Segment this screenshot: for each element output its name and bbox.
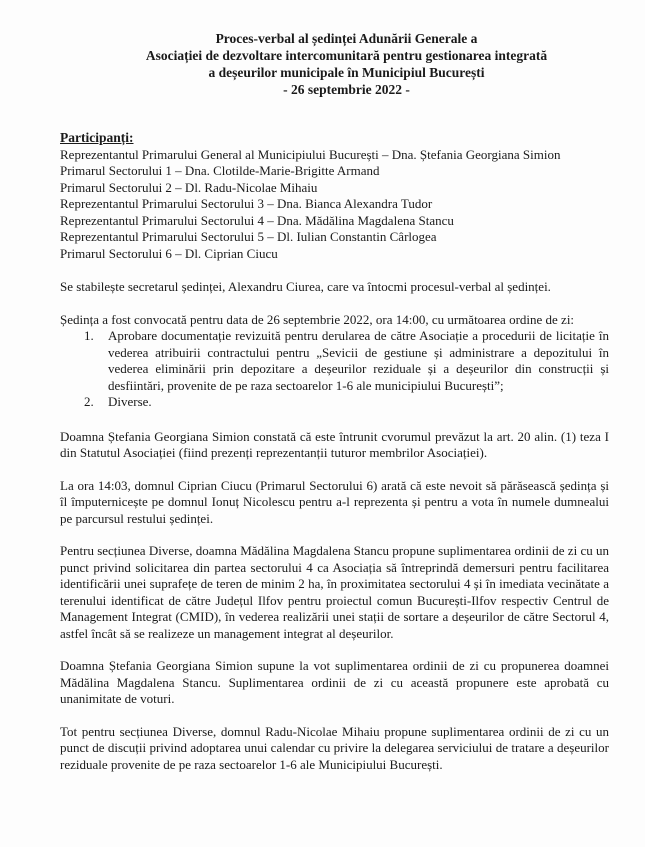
agenda-item bbox=[84, 328, 609, 394]
participant-item: Primarul Sectorului 2 – Dl. Radu-Nicolae Mihaiu bbox=[60, 179, 318, 195]
secretary-paragraph: Se stabilește secretarul ședinței, Alexandru Ciurea, care va întocmi procesul-verbal al ședinței. bbox=[60, 279, 551, 294]
title-date: - 26 septembrie 2022 - bbox=[283, 82, 410, 97]
participant-item: Primarul Sectorului 6 – Dl. Ciprian Ciucu bbox=[60, 245, 278, 261]
agenda-item-text: Diverse. bbox=[108, 394, 152, 409]
agenda-item bbox=[84, 394, 609, 411]
agenda-item-number: 2. bbox=[84, 394, 94, 409]
mihaiu-proposal-paragraph: Tot pentru secțiunea Diverse, domnul Radu-Nicolae Mihaiu propune suplimentarea ordinii de zi cu un punct de discuții privind adoptarea unui calendar cu privire la delegarea serviciului de tratare a deșeurilor reziduale provenite de pe raza sectoarelor 1-6 ale Municipiului București. bbox=[60, 723, 609, 772]
participant-item: Reprezentantul Primarului Sectorului 3 – Dna. Bianca Alexandra Tudor bbox=[60, 196, 433, 211]
participant-item: Reprezentantul Primarului Sectorului 5 – Dl. Iulian Constantin Cârlogea bbox=[60, 229, 437, 244]
title-line-1: Proces-verbal al ședinței Adunării Generale a bbox=[215, 31, 478, 46]
vote-paragraph: Doamna Ștefania Georgiana Simion supune la vot suplimentarea ordinii de zi cu propunerea doamnei Mădălina Magdalena Stancu. Suplimentarea ordinii de zi cu această propunere este aprobată cu unanimitate de voturi. bbox=[60, 658, 609, 706]
participants-list bbox=[60, 147, 609, 263]
quorum-paragraph: Doamna Ștefania Georgiana Simion constată că este întrunit cvorumul prevăzut la art. 20 alin. (1) teza I din Statutul Asociației (fiind prezenți reprezentanții tuturor membrilor Asociației). bbox=[60, 428, 609, 460]
title-line-3: a deșeurilor municipale în Municipiul București bbox=[208, 65, 485, 80]
participants-heading: Participanți: bbox=[60, 130, 134, 145]
agenda-list bbox=[60, 328, 609, 411]
ciucu-paragraph: La ora 14:03, domnul Ciprian Ciucu (Primarul Sectorului 6) arată că este nevoit să părăsească ședința și îl împuternicește pe domnul Ionuț Nicolescu pentru a-l reprezenta și pentru a vota în numele dumnealui pe parcursul restului ședinței. bbox=[60, 477, 609, 526]
stancu-proposal-paragraph: Pentru secțiunea Diverse, doamna Mădălina Magdalena Stancu propune suplimentarea ordinii de zi cu un punct privind solicitarea din partea sectorului 4 ca Asociația să întreprindă demersuri pentru facilitarea identificării unei suprafețe de teren de minim 2 ha, în proximitatea sectorului 4 și în imediata vecinătate a terenului identificat de către Județul Ilfov pentru proiectul comun București-Ilfov respectiv Centrul de Management Integrat (CMID), în vederea realizării unei stații de sortare a deșeurilor de către Sectorul 4, astfel încât să se realizeze un management integrat al deșeurilor. bbox=[60, 543, 609, 641]
document-title bbox=[60, 30, 609, 98]
convocation-paragraph: Ședința a fost convocată pentru data de 26 septembrie 2022, ora 14:00, cu următoarea ordine de zi: bbox=[60, 311, 575, 327]
participant-item: Primarul Sectorului 1 – Dna. Clotilde-Marie-Brigitte Armand bbox=[60, 163, 380, 178]
agenda-item-number: 1. bbox=[84, 328, 94, 343]
participant-item: Reprezentantul Primarului Sectorului 4 – Dna. Mădălina Magdalena Stancu bbox=[60, 212, 454, 228]
title-line-2: Asociației de dezvoltare intercomunitară pentru gestionarea integrată bbox=[145, 48, 548, 63]
participant-item: Reprezentantul Primarului General al Municipiului București – Dna. Ștefania Georgiana Simion bbox=[60, 146, 561, 162]
agenda-item-text: Aprobare documentație revizuită pentru derularea de către Asociație a procedurii de licitație în vederea atribuirii contractului pentru „Sevicii de gestiune și administrare a depozitului în vederea eliminării prin depozitare a deșeurilor reziduale și a deșeurilor din construcții și desfiintări, provenite de pe raza sectoarelor 1-6 ale municipiului București”; bbox=[108, 328, 609, 393]
